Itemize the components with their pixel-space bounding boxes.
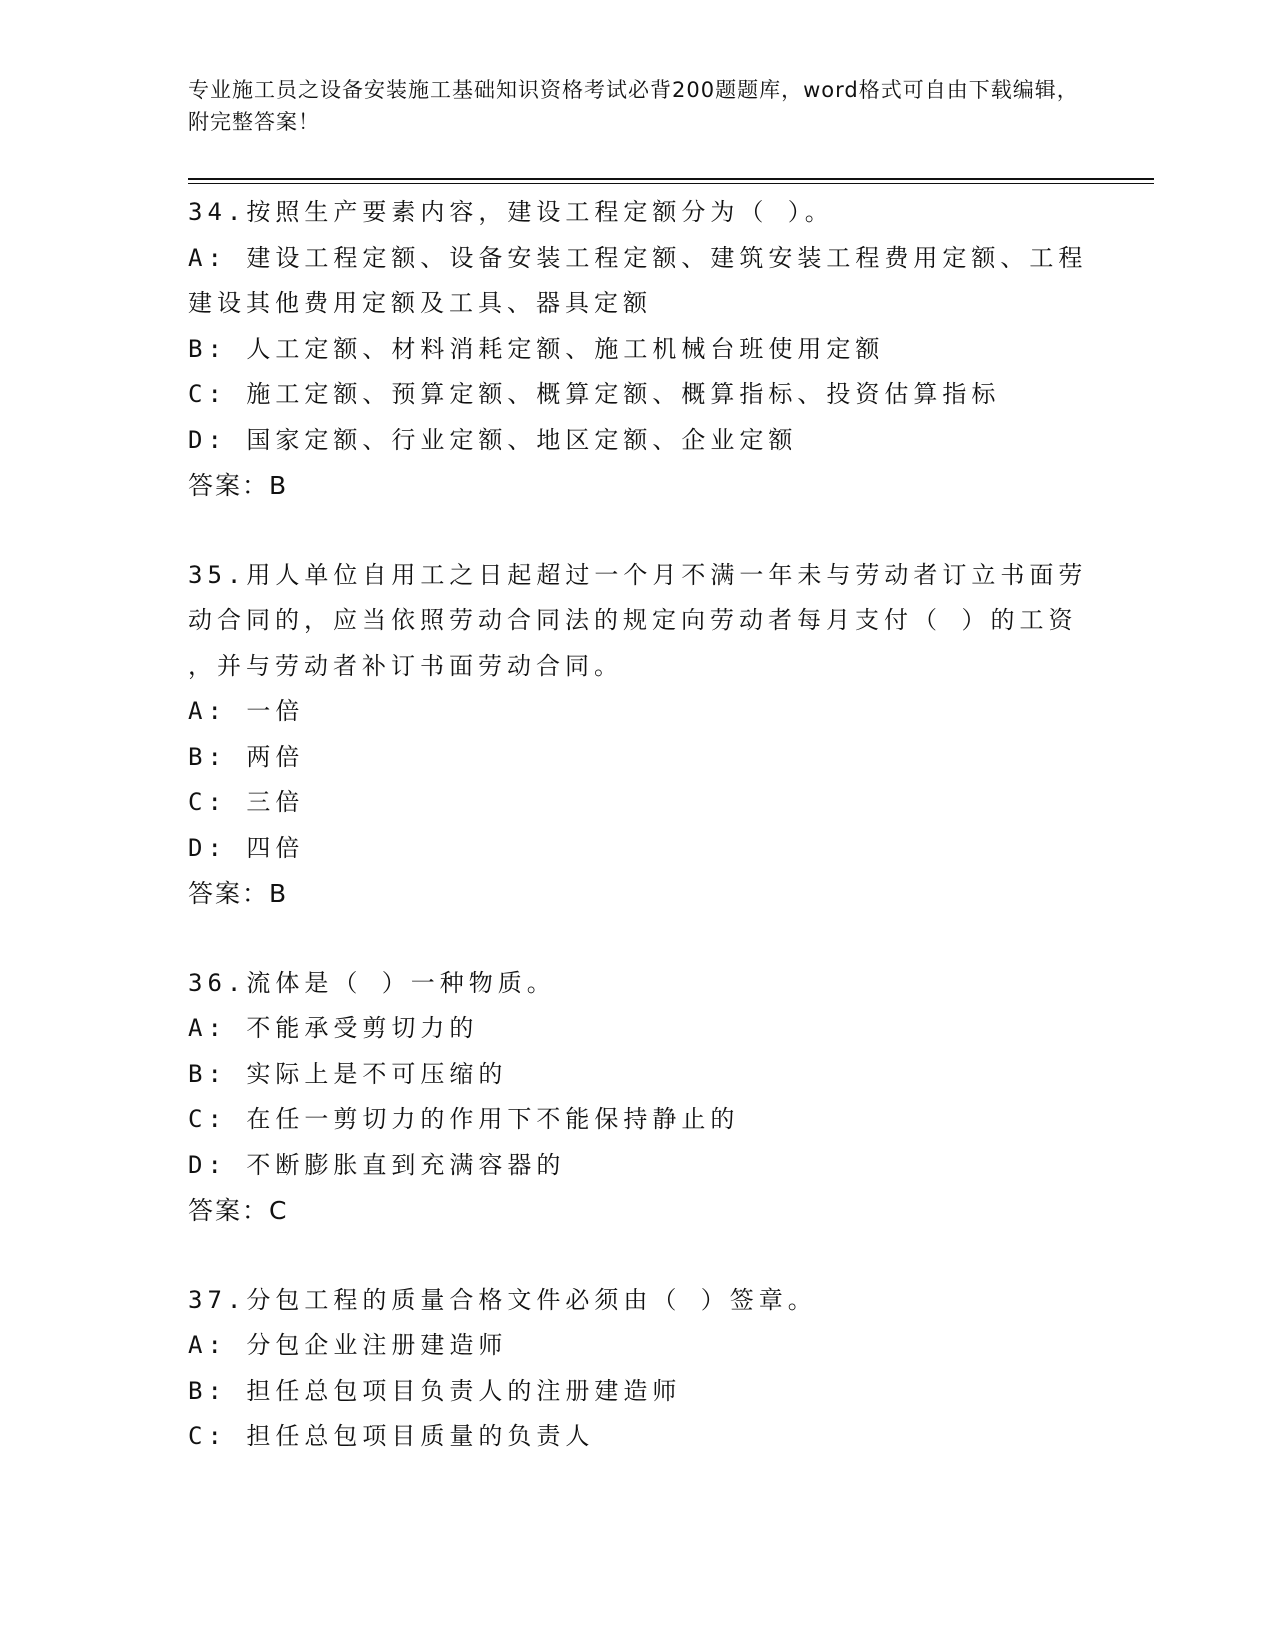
question-stem-line: 37.分包工程的质量合格文件必须由（ ）签章。 (188, 1285, 817, 1314)
question-block (188, 1278, 1088, 1460)
answer-line: 答案：C (188, 1196, 289, 1225)
question-stem-line: ，并与劳动者补订书面劳动合同。 (188, 651, 623, 680)
question-block (188, 190, 1088, 509)
question-list (188, 190, 1088, 1504)
option-line: A: 分包企业注册建造师 (188, 1331, 508, 1359)
option-line: D: 国家定额、行业定额、地区定额、企业定额 (188, 425, 798, 454)
option-line: C: 担任总包项目质量的负责人 (188, 1422, 595, 1450)
option-line: B: 实际上是不可压缩的 (188, 1059, 508, 1088)
header-divider-thick (188, 178, 1154, 180)
option-line: A: 不能承受剪切力的 (188, 1014, 479, 1042)
option-line: C: 施工定额、预算定额、概算定额、概算指标、投资估算指标 (188, 380, 1001, 408)
header-divider-thin (188, 183, 1154, 184)
question-stem-line: 动合同的，应当依照劳动合同法的规定向劳动者每月支付（ ）的工资 (188, 606, 1078, 634)
question-block (188, 961, 1088, 1234)
option-line: B: 两倍 (188, 742, 305, 771)
option-line: A: 建设工程定额、设备安装工程定额、建筑安装工程费用定额、工程 (188, 243, 1088, 272)
answer-line: 答案：B (188, 879, 289, 908)
document-header: 专业施工员之设备安装施工基础知识资格考试必背200题题库，word格式可自由下载编辑，附完整答案！ (188, 78, 1079, 134)
option-line: D: 四倍 (188, 833, 305, 862)
question-stem-line: 34.按照生产要素内容，建设工程定额分为（ ）。 (188, 198, 834, 226)
option-line: 建设其他费用定额及工具、器具定额 (188, 289, 652, 317)
option-line: A: 一倍 (188, 697, 305, 725)
option-line: C: 三倍 (188, 788, 305, 816)
option-line: B: 担任总包项目负责人的注册建造师 (188, 1376, 682, 1405)
question-block (188, 553, 1088, 917)
question-stem-line: 35.用人单位自用工之日起超过一个月不满一年未与劳动者订立书面劳 (188, 560, 1088, 589)
option-line: D: 不断膨胀直到充满容器的 (188, 1150, 566, 1179)
option-line: B: 人工定额、材料消耗定额、施工机械台班使用定额 (188, 334, 885, 363)
answer-line: 答案：B (188, 471, 289, 500)
option-line: C: 在任一剪切力的作用下不能保持静止的 (188, 1105, 740, 1133)
question-stem-line: 36.流体是（ ）一种物质。 (188, 968, 556, 997)
